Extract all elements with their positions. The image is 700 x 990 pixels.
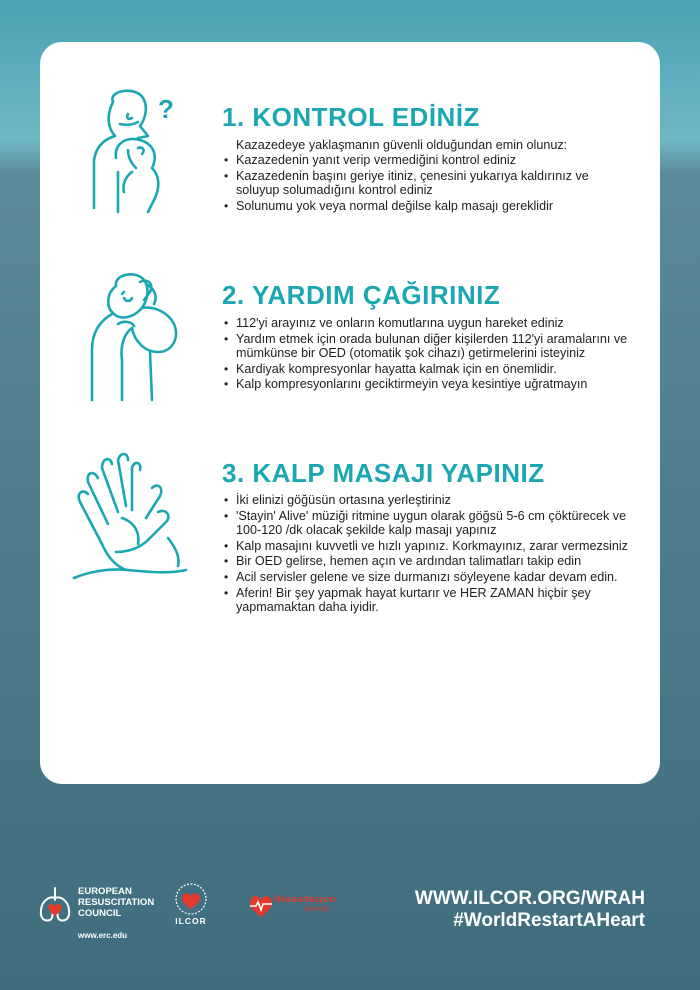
list-item: • Solunumu yok veya normal değilse kalp masajı gereklidir	[222, 199, 632, 214]
list-item: • İki elinizi göğüsün ortasına yerleştiriniz	[222, 493, 632, 508]
bullet-list	[222, 493, 632, 616]
footer	[0, 870, 700, 950]
erc-url[interactable]: www.erc.edu	[78, 931, 128, 940]
footer-links	[415, 888, 645, 932]
hands-compression-icon	[68, 448, 193, 588]
list-item: • 112'yi arayınız ve onların komutlarına uygun hareket ediniz	[222, 316, 632, 331]
person-calling-phone-icon	[88, 268, 198, 403]
person-checking-victim-icon	[88, 88, 198, 218]
svg-text:?: ?	[158, 94, 174, 124]
list-item: • Kalp masajını kuvvetli ve hızlı yapınız. Korkmayınız, zarar vermezsiniz	[222, 539, 632, 554]
erc-logo	[38, 884, 168, 944]
ilcor-heart-icon	[166, 882, 216, 916]
lungs-heart-icon	[38, 886, 72, 924]
list-item: • Acil servisler gelene ve size durmanızı söyleyene kadar devam edin.	[222, 570, 632, 585]
section-intro: Kazazedeye yaklaşmanın güvenli olduğundan emin olunuz:	[236, 138, 568, 152]
list-item: • Kazazedenin başını geriye itiniz, çenesini yukarıya kaldırınız ve soluyup solumadığını kontrol ediniz	[222, 169, 632, 198]
heart-pulse-icon	[246, 890, 276, 920]
list-item: • Aferin! Bir şey yapmak hayat kurtarır ve HER ZAMAN hiçbir şey yapmamaktan daha iyidir.	[222, 586, 632, 615]
resusitasyon-dernegi-logo	[246, 888, 346, 924]
section-title: 3. KALP MASAJI YAPINIZ	[222, 458, 545, 488]
erc-name: EUROPEAN RESUSCITATION COUNCIL	[78, 886, 155, 919]
list-item: • Yardım etmek için orada bulunan diğer kişilerden 112'yi aramalarını ve mümkünse bir OED (otomatik şok cihazı) getirmelerini isteyiniz	[222, 332, 632, 361]
wrah-url[interactable]: WWW.ILCOR.ORG/WRAH	[414, 888, 645, 909]
ilcor-name: ILCOR	[175, 916, 207, 926]
list-item: • Kalp kompresyonlarını geciktirmeyin veya kesintiye uğratmayın	[222, 377, 632, 392]
rd-subtitle: Derneği	[304, 906, 329, 913]
ilcor-logo	[166, 882, 216, 936]
info-card	[40, 42, 660, 784]
bullet-list	[222, 316, 632, 393]
rd-name: Resüsitasyon	[274, 894, 336, 905]
section-title: 1. KONTROL EDİNİZ	[222, 102, 480, 132]
list-item: • Kazazedenin yanıt verip vermediğini kontrol ediniz	[222, 153, 632, 168]
hashtag: #WorldRestartAHeart	[453, 910, 645, 931]
section-title: 2. YARDIM ÇAĞIRINIZ	[222, 280, 501, 310]
list-item: • 'Stayin' Alive' müziği ritmine uygun olarak göğsü 5-6 cm çöktürecek ve 100-120 /dk olacak şekilde kalp masajı yapınız	[222, 509, 632, 538]
list-item: • Kardiyak kompresyonlar hayatta kalmak için en önemlidir.	[222, 362, 632, 377]
list-item: • Bir OED gelirse, hemen açın ve ardından talimatları takip edin	[222, 554, 632, 569]
bullet-list	[222, 153, 632, 214]
